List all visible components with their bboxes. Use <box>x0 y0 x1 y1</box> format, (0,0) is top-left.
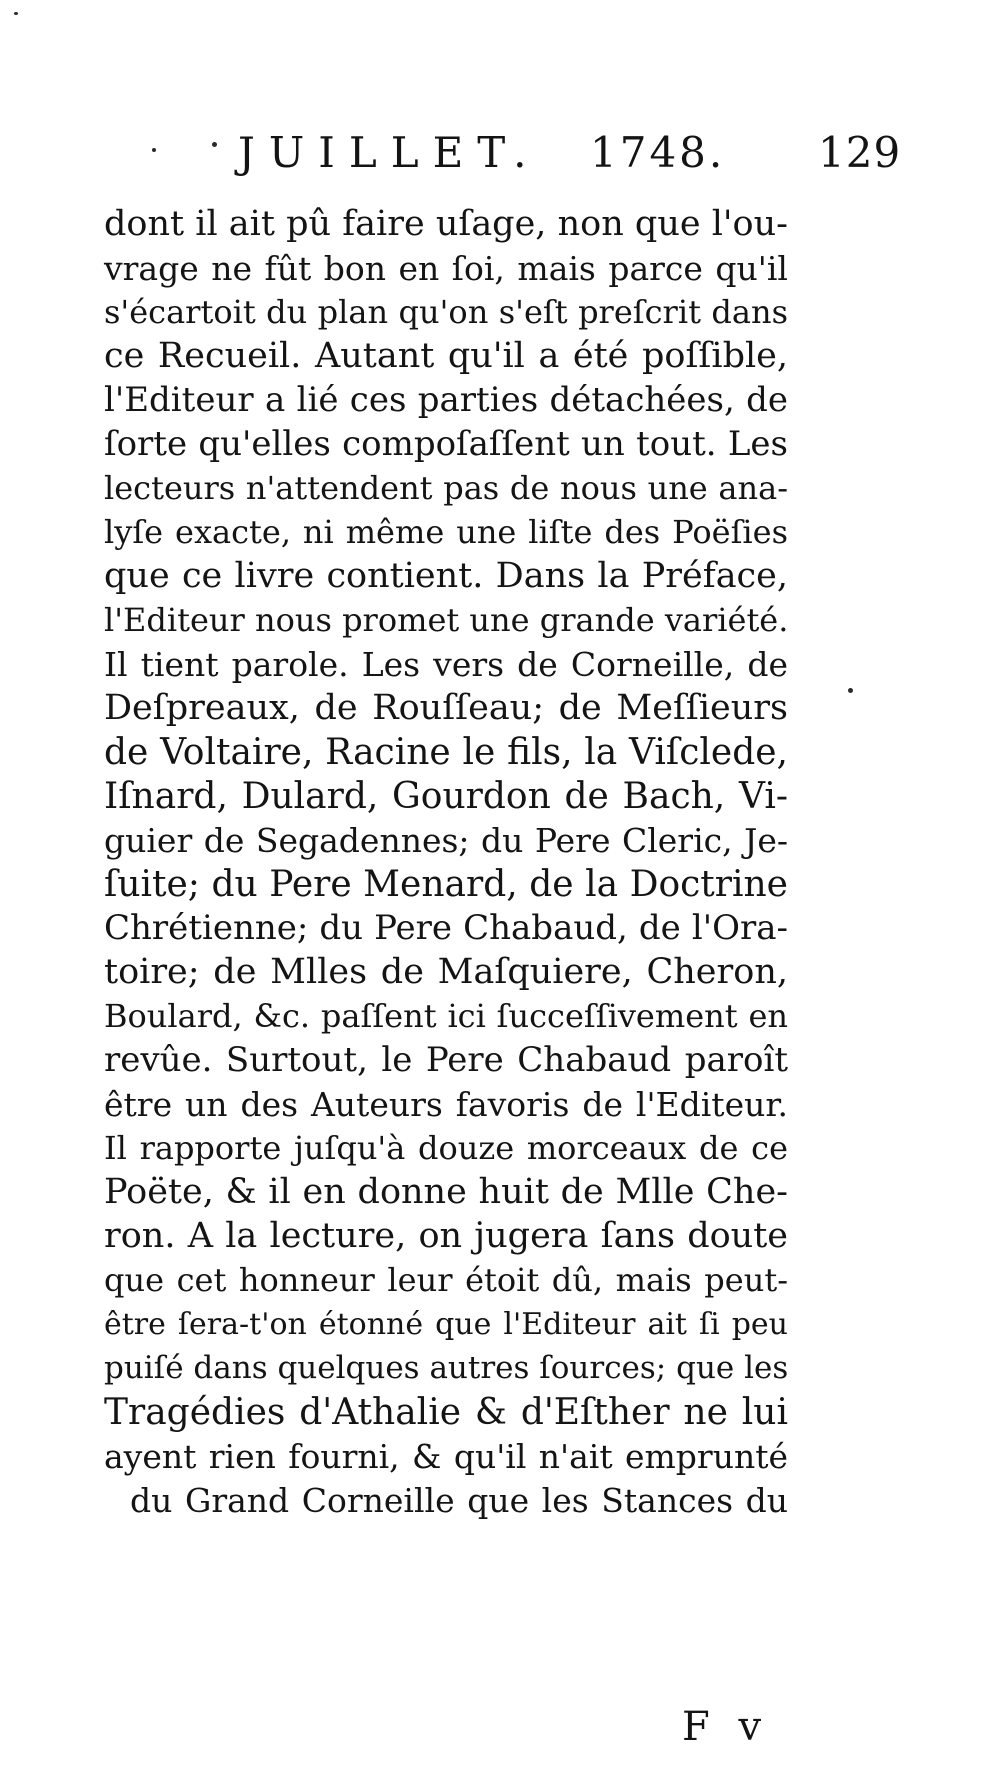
text-line: l'Editeur a lié ces parties détachées, de <box>104 380 788 420</box>
ink-speck <box>212 142 217 147</box>
text-line: puiſé dans quelques autres ſources; que les <box>104 1350 789 1386</box>
text-line: lyſe exacte, ni même une liſte des Poëſies <box>104 513 788 551</box>
text-line: Tragédies d'Athalie & d'Eſther ne lui <box>104 1392 788 1433</box>
ink-speck <box>152 148 156 152</box>
text-line: Il rapporte juſqu'à douze morceaux de ce <box>104 1129 788 1167</box>
ink-speck <box>14 12 18 15</box>
page-number: 129 <box>818 128 902 177</box>
text-line: Iſnard, Dulard, Gourdon de Bach, Vi- <box>104 776 788 817</box>
text-line: guier de Segadennes; du Pere Cleric, Je- <box>104 821 788 860</box>
text-line: ron. A la lecture, on jugera ſans doute <box>104 1216 788 1256</box>
text-line: Boulard, &c. paſſent ici ſucceſſivement en <box>104 997 788 1035</box>
text-line: ayent rien fourni, & qu'il n'ait emprunté <box>104 1437 788 1476</box>
text-line: Il tient parole. Les vers de Corneille, de <box>104 645 788 684</box>
text-line: revûe. Surtout, le Pere Chabaud paroît <box>104 1040 788 1080</box>
text-line: Chrétienne; du Pere Chabaud, de l'Ora- <box>104 908 788 948</box>
text-line: que cet honneur leur étoit dû, mais peut- <box>104 1261 788 1299</box>
text-line: que ce livre contient. Dans la Préface, <box>104 556 788 596</box>
text-line: ſuite; du Pere Menard, de la Doctrine <box>104 864 788 905</box>
text-line: être un des Auteurs favoris de l'Editeur. <box>104 1085 788 1124</box>
text-line: Poëte, & il en donne huit de Mlle Che- <box>104 1172 788 1212</box>
text-line: lecteurs n'attendent pas de nous une ana- <box>104 469 788 507</box>
text-line: de Voltaire, Racine le fils, la Viſclede, <box>104 732 788 773</box>
running-head-year: 1748. <box>590 128 726 177</box>
text-line: toire; de Mlles de Maſquiere, Cheron, <box>104 952 788 992</box>
running-head-month: JUILLET. <box>238 128 541 177</box>
text-line: ſorte qu'elles compoſaſſent un tout. Les <box>104 424 788 464</box>
text-line: être ſera-t'on étonné que l'Editeur ait ſi peu <box>104 1307 788 1342</box>
text-line: Deſpreaux, de Rouſſeau; de Meſſieurs <box>104 688 788 728</box>
text-line: vrage ne fût bon en ſoi, mais parce qu'il <box>104 249 788 288</box>
text-line: s'écartoit du plan qu'on s'eſt preſcrit dans <box>104 293 788 331</box>
text-line: dont il ait pû faire uſage, non que l'ou- <box>104 204 788 244</box>
signature-mark: F v <box>682 1704 770 1750</box>
text-line: l'Editeur nous promet une grande variété. <box>104 601 789 639</box>
text-line: du Grand Corneille que les Stances du <box>130 1481 788 1520</box>
ink-speck <box>848 688 853 693</box>
text-line: ce Recueil. Autant qu'il a été poſſible, <box>104 336 788 376</box>
